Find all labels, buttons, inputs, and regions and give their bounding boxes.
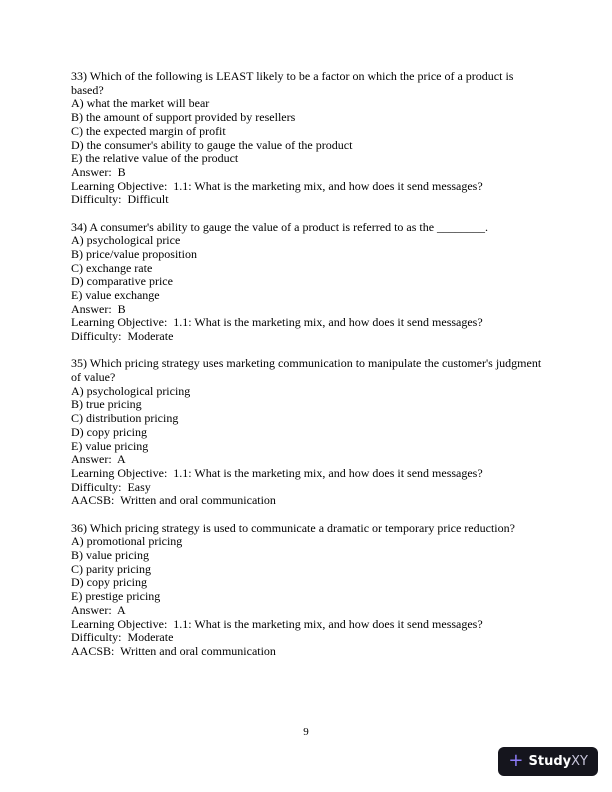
question-block xyxy=(71,221,543,344)
answer-line: Answer: A xyxy=(71,452,126,467)
option-text: B) the amount of support provided by resellers xyxy=(71,110,296,125)
question-block xyxy=(71,522,543,659)
brand-name xyxy=(529,755,588,768)
learning-objective-line: Learning Objective: 1.1: What is the marketing mix, and how does it send messages? xyxy=(71,465,483,480)
option-text: B) price/value proposition xyxy=(71,246,197,261)
answer-line: Answer: B xyxy=(71,301,126,316)
option-text: E) value pricing xyxy=(71,438,149,453)
question-text: 36) Which pricing strategy is used to communicate a dramatic or temporary price reduction? xyxy=(71,520,515,535)
option-text: D) copy pricing xyxy=(71,575,147,590)
aacsb-line: AACSB: Written and oral communication xyxy=(71,643,276,658)
brand-name-xy: XY xyxy=(571,754,588,769)
answer-line: Answer: A xyxy=(71,602,126,617)
option-text: D) the consumer's ability to gauge the value of the product xyxy=(71,137,353,152)
page-number: 9 xyxy=(303,726,309,738)
questions-container xyxy=(71,70,543,672)
option-text: C) parity pricing xyxy=(71,561,151,576)
option-text: B) value pricing xyxy=(71,548,149,562)
option-text: A) psychological price xyxy=(71,233,181,248)
aacsb-line: AACSB: Written and oral communication xyxy=(71,493,276,508)
brand-name-study: Study xyxy=(528,754,572,769)
answer-line: Answer: B xyxy=(71,164,126,179)
option-text: E) the relative value of the product xyxy=(71,151,239,166)
question-text: 35) Which pricing strategy uses marketing communication to manipulate the customer's judgment of value? xyxy=(71,356,545,385)
learning-objective-line: Learning Objective: 1.1: What is the marketing mix, and how does it send messages? xyxy=(71,616,483,631)
option-text: C) the expected margin of profit xyxy=(71,123,226,138)
option-text: B) true pricing xyxy=(71,397,142,412)
question-text: 34) A consumer's ability to gauge the value of a product is referred to as the ________. xyxy=(71,219,489,234)
option-text: A) what the market will bear xyxy=(71,96,210,111)
question-block xyxy=(71,357,543,508)
difficulty-line: Difficulty: Difficult xyxy=(71,192,169,207)
difficulty-line: Difficulty: Easy xyxy=(71,479,151,494)
option-text: E) prestige pricing xyxy=(71,589,161,604)
question-text: 33) Which of the following is LEAST likely to be a factor on which the price of a product is based? xyxy=(71,69,517,97)
difficulty-line: Difficulty: Moderate xyxy=(71,630,174,645)
option-text: E) value exchange xyxy=(71,288,160,303)
learning-objective-line: Learning Objective: 1.1: What is the marketing mix, and how does it send messages? xyxy=(71,315,483,330)
option-text: C) distribution pricing xyxy=(71,411,179,426)
option-text: D) copy pricing xyxy=(71,424,147,439)
question-block xyxy=(71,70,543,207)
studyxy-watermark xyxy=(498,747,598,776)
plus-icon: + xyxy=(508,749,524,771)
option-text: D) comparative price xyxy=(71,274,173,289)
learning-objective-line: Learning Objective: 1.1: What is the marketing mix, and how does it send messages? xyxy=(71,178,483,193)
difficulty-line: Difficulty: Moderate xyxy=(71,329,174,344)
option-text: A) psychological pricing xyxy=(71,383,191,398)
option-text: A) promotional pricing xyxy=(71,534,183,549)
option-text: C) exchange rate xyxy=(71,260,153,275)
